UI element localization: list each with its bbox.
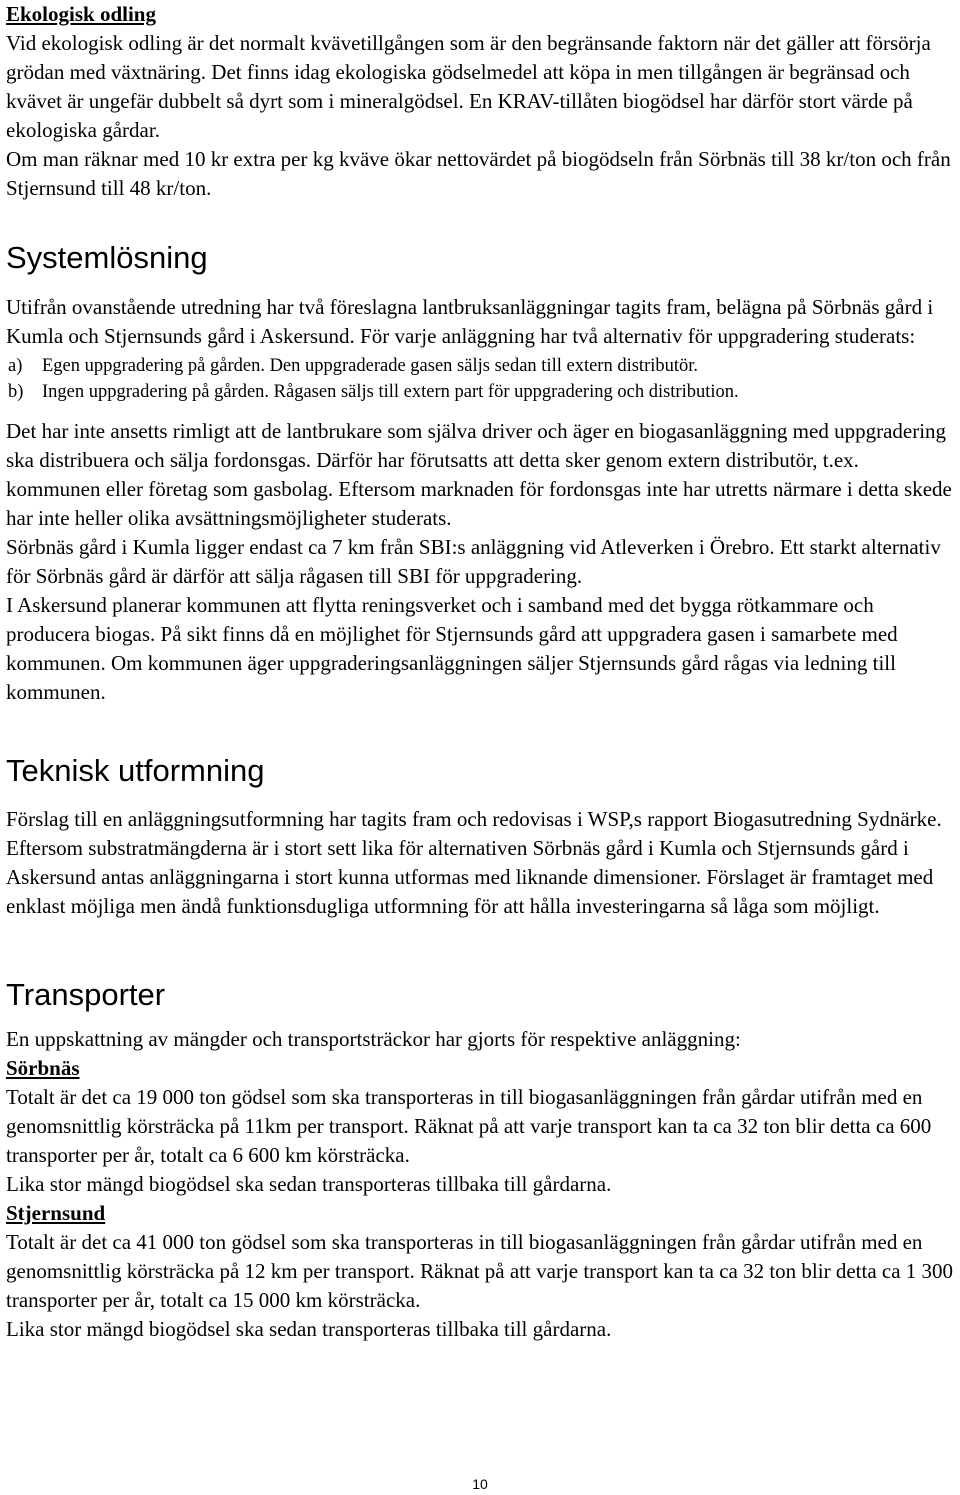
heading-ekologisk-odling: Ekologisk odling — [6, 2, 156, 26]
list-item-text: Ingen uppgradering på gården. Rågasen säljs till extern part för uppgradering och distribution. — [42, 382, 739, 402]
paragraph-sorbnas-1: Totalt är det ca 19 000 ton gödsel som ska transporteras in till biogasanläggningen från gårdar utifrån med en genomsnittlig körsträcka på 11km per transport. Räknat på att varje transport kan ta ca 32 ton blir detta ca 600 transporter per år, totalt ca 6 600 km körsträcka. — [6, 1085, 932, 1167]
paragraph-sorbnas-2: Lika stor mängd biogödsel ska sedan transporteras tillbaka till gårdarna. — [6, 1172, 612, 1196]
document-page — [6, 0, 956, 1344]
section-transporter — [6, 977, 956, 1344]
paragraph-ekologisk-1: Vid ekologisk odling är det normalt kvävetillgången som är den begränsande faktorn när det gäller att försörja grödan med växtnäring. Det finns idag ekologiska gödselmedel att köpa in men tillgången är begränsad och kvävet är ungefär dubbelt så dyrt som i mineralgödsel. En KRAV-tillåten biogödsel har därför stort värde på ekologiska gårdar. — [6, 31, 931, 142]
section-systemlosning — [6, 240, 956, 707]
page-number: 10 — [472, 1476, 488, 1492]
heading-sorbnas: Sörbnäs — [6, 1056, 80, 1080]
heading-systemlosning: Systemlösning — [6, 240, 208, 275]
heading-transporter: Transporter — [6, 977, 166, 1012]
paragraph-systemlosning-3: I Askersund planerar kommunen att flytta reningsverket och i samband med det bygga rötkammare och producera biogas. På sikt finns då en möjlighet för Stjernsunds gård att uppgradera gasen i samarbete med kommunen. Om kommunen äger uppgraderingsanläggningen säljer Stjernsunds gård rågas via ledning till kommunen. — [6, 593, 898, 704]
heading-teknisk-utformning: Teknisk utformning — [6, 753, 265, 788]
section-ekologisk-odling — [6, 0, 956, 203]
paragraph-ekologisk-2: Om man räknar med 10 kr extra per kg kväve ökar nettovärdet på biogödseln från Sörbnäs till 38 kr/ton och från Stjernsund till 48 kr/ton. — [6, 147, 951, 200]
paragraph-teknisk: Förslag till en anläggningsutformning har tagits fram och redovisas i WSP,s rapport Biogasutredning Sydnärke. Eftersom substratmängderna är i stort sett lika för alternativen Sörbnäs gård i Kumla och Stjernsunds gård i Askersund antas anläggningarna i stort kunna utformas med liknande dimensioner. Förslaget är framtaget med enklast möjliga men ändå funktionsdugliga utformning för att hålla investeringarna så låga som möjligt. — [6, 807, 942, 918]
paragraph-stjernsund-1: Totalt är det ca 41 000 ton gödsel som ska transporteras in till biogasanläggningen från gårdar utifrån med en genomsnittlig körsträcka på 12 km per transport. Räknat på att varje transport kan ta ca 32 ton blir detta ca 1 300 transporter per år, totalt ca 15 000 km körsträcka. — [6, 1230, 954, 1312]
paragraph-systemlosning-1: Det har inte ansetts rimligt att de lantbrukare som själva driver och äger en biogasanläggning med uppgradering ska distribuera och sälja fordonsgas. Därför har förutsatts att detta sker genom extern distributör, t.ex. kommunen eller företag som gasbolag. Eftersom marknaden för fordonsgas inte har utretts närmare i detta skede har inte heller olika avsättningsmöjligheter studerats. — [6, 419, 952, 530]
paragraph-systemlosning-intro: Utifrån ovanstående utredning har två föreslagna lantbruksanläggningar tagits fram, belägna på Sörbnäs gård i Kumla och Stjernsunds gård i Askersund. För varje anläggning har två alternativ för uppgradering studerats: — [6, 295, 934, 348]
list-item-text: Egen uppgradering på gården. Den uppgraderade gasen säljs sedan till extern distributör. — [42, 356, 699, 376]
list-item — [6, 353, 956, 379]
heading-stjernsund: Stjernsund — [6, 1201, 106, 1225]
list-marker: a) — [8, 356, 23, 376]
paragraph-stjernsund-2: Lika stor mängd biogödsel ska sedan transporteras tillbaka till gårdarna. — [6, 1317, 612, 1341]
section-teknisk-utformning — [6, 753, 956, 921]
list-item — [6, 379, 956, 405]
paragraph-transporter-intro: En uppskattning av mängder och transportsträckor har gjorts för respektive anläggning: — [6, 1027, 741, 1051]
list-marker: b) — [8, 382, 24, 402]
paragraph-systemlosning-2: Sörbnäs gård i Kumla ligger endast ca 7 km från SBI:s anläggning vid Atleverken i Örebro. Ett starkt alternativ för Sörbnäs gård är därför att sälja rågasen till SBI för uppgradering. — [6, 535, 941, 588]
alternatives-list — [6, 353, 956, 405]
